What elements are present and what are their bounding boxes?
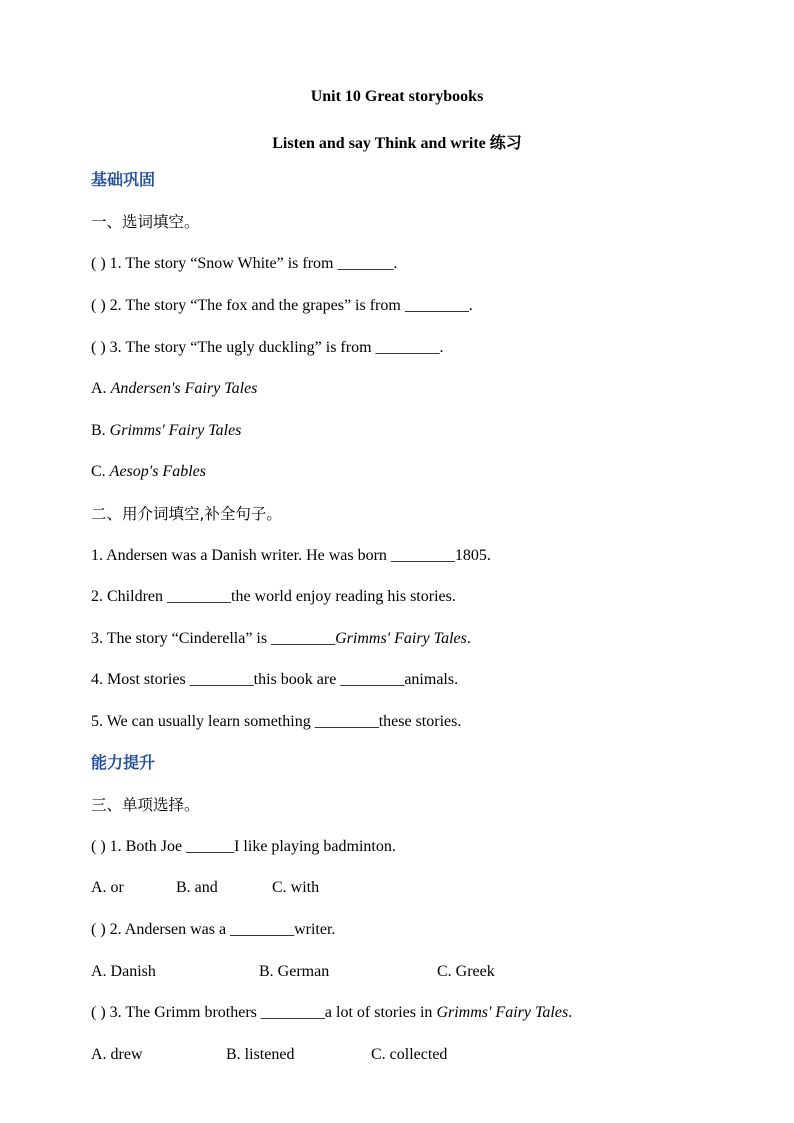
part2-sentence-4: 4. Most stories ________this book are ________animals.	[91, 671, 459, 688]
page-subtitle: Listen and say Think and write 练习	[272, 135, 522, 152]
part3-question-2: ( ) 2. Andersen was a ________writer.	[91, 921, 336, 938]
part2-sentence-2: 2. Children ________the world enjoy reading his stories.	[91, 588, 456, 605]
part3-q1-option-a: A. or	[91, 879, 124, 896]
part1-option-c	[91, 462, 206, 482]
part3-heading: 三、单项选择。	[91, 796, 200, 814]
book-title: Aesop's Fables	[109, 463, 206, 480]
book-title: Grimms' Fairy Tales	[109, 422, 242, 439]
part1-question-2: ( ) 2. The story “The fox and the grapes” is from ________.	[91, 297, 473, 314]
part3-q3-option-c: C. collected	[371, 1046, 448, 1063]
book-title: Grimms' Fairy Tales	[436, 1004, 569, 1021]
question-end: .	[568, 1004, 573, 1021]
part3-q2-option-b: B. German	[259, 963, 330, 980]
part2-sentence-1: 1. Andersen was a Danish writer. He was born ________1805.	[91, 547, 491, 564]
part3-question-1: ( ) 1. Both Joe ______I like playing badminton.	[91, 838, 396, 855]
part1-heading: 一、选词填空。	[91, 213, 200, 231]
part2-sentence-5: 5. We can usually learn something ________these stories.	[91, 713, 462, 730]
section-heading-advanced: 能力提升	[91, 753, 156, 772]
part1-option-a	[91, 379, 257, 399]
part3-q1-option-b: B. and	[176, 879, 218, 896]
part1-question-1: ( ) 1. The story “Snow White” is from _______.	[91, 255, 398, 272]
book-title: Andersen's Fairy Tales	[110, 380, 258, 397]
part1-option-b	[91, 421, 241, 441]
part3-q2-option-a: A. Danish	[91, 963, 156, 980]
option-label: C.	[91, 463, 110, 480]
option-label: A.	[91, 380, 111, 397]
part3-q3-option-b: B. listened	[226, 1046, 295, 1063]
book-title: Grimms' Fairy Tales	[335, 630, 467, 647]
sentence-end: .	[466, 630, 471, 647]
part3-question-3	[91, 1003, 572, 1023]
option-label: B.	[91, 422, 110, 439]
page-title: Unit 10 Great storybooks	[310, 88, 484, 105]
part2-sentence-3	[91, 629, 471, 649]
part3-q3-option-a: A. drew	[91, 1046, 143, 1063]
part1-question-3: ( ) 3. The story “The ugly duckling” is from ________.	[91, 339, 444, 356]
section-heading-basic: 基础巩固	[91, 170, 156, 189]
part2-heading: 二、用介词填空,补全句子。	[91, 505, 282, 523]
part3-q2-option-c: C. Greek	[437, 963, 495, 980]
sentence-text: 3. The story “Cinderella” is ________	[91, 630, 336, 647]
question-text: ( ) 3. The Grimm brothers ________a lot of stories in	[91, 1004, 437, 1021]
part3-q1-option-c: C. with	[272, 879, 320, 896]
